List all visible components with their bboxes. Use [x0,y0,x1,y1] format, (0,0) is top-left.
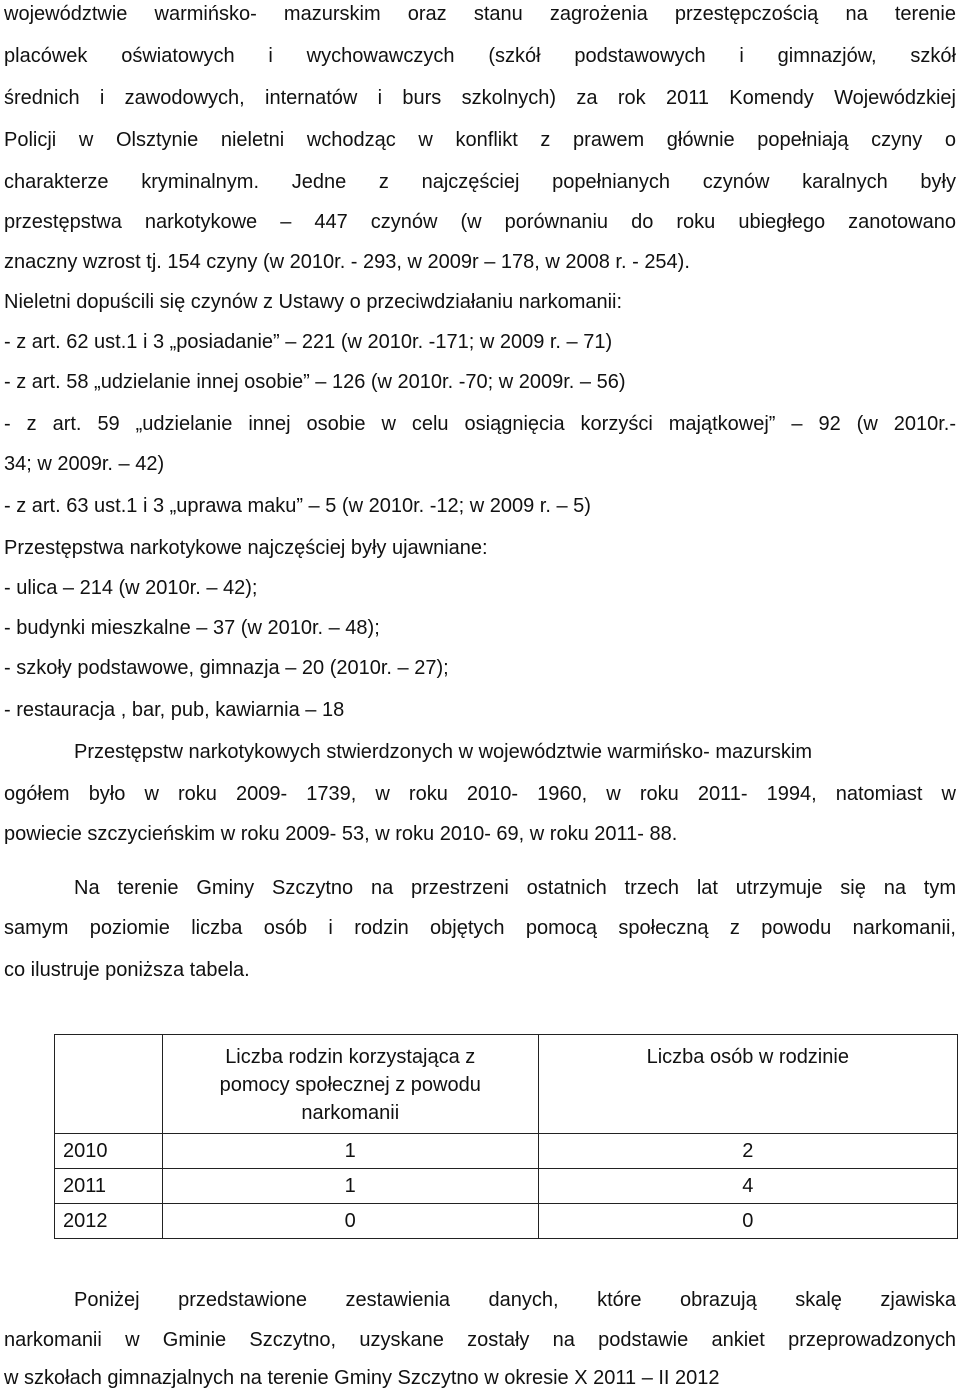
p1-line-4: Policji w Olsztynie nieletni wchodząc w konflikt z prawem głównie popełniają czyny o [4,129,956,151]
table-cell-year: 2010 [55,1134,163,1169]
table-header-year [55,1035,163,1134]
p1-line-5: charakterze kryminalnym. Jedne z najczęściej popełnianych czynów karalnych były [4,171,956,193]
p3-line-1: Na terenie Gminy Szczytno na przestrzeni ostatnich trzech lat utrzymuje się na tym [74,877,956,899]
table-row [55,1169,958,1204]
p1-line-3: średnich i zawodowych, internatów i burs szkolnych) za rok 2011 Komendy Wojewódzkiej [4,87,956,109]
places-item-3: - szkoły podstawowe, gimnazja – 20 (2010r. – 27); [4,657,449,679]
table-header-row [55,1035,958,1134]
places-item-4: - restauracja , bar, pub, kawiarnia – 18 [4,699,345,721]
table-cell-persons: 2 [538,1134,957,1169]
table-cell-year: 2011 [55,1169,163,1204]
p1-line-6: przestępstwa narkotykowe – 447 czynów (w porównaniu do roku ubiegłego zanotowano [4,211,956,233]
p1-line-2: placówek oświatowych i wychowawczych (szkół podstawowych i gimnazjów, szkół [4,45,956,67]
table-row [55,1134,958,1169]
ustawa-item-1: - z art. 62 ust.1 i 3 „posiadanie” – 221 (w 2010r. -171; w 2009 r. – 71) [4,331,613,353]
table-cell-year: 2012 [55,1204,163,1239]
places-intro: Przestępstwa narkotykowe najczęściej były ujawniane: [4,537,488,559]
table-header-persons: Liczba osób w rodzinie [538,1035,957,1134]
ustawa-item-4: - z art. 63 ust.1 i 3 „uprawa maku” – 5 (w 2010r. -12; w 2009 r. – 5) [4,495,591,517]
places-item-2: - budynki mieszkalne – 37 (w 2010r. – 48); [4,617,380,639]
table-row [55,1204,958,1239]
p4-line-1: Poniżej przedstawione zestawienia danych, które obrazują skalę zjawiska [74,1289,956,1311]
p1-line-7: znaczny wzrost tj. 154 czyny (w 2010r. - 293, w 2009r – 178, w 2008 r. - 254). [4,251,690,273]
ustawa-intro: Nieletni dopuścili się czynów z Ustawy o przeciwdziałaniu narkomanii: [4,291,623,313]
p3-line-2: samym poziomie liczba osób i rodzin objętych pomocą społeczną z powodu narkomanii, [4,917,956,939]
table-cell-families: 1 [162,1169,538,1204]
p2-line-1: Przestępstw narkotykowych stwierdzonych w województwie warmińsko- mazurskim [74,741,812,763]
table-cell-families: 1 [162,1134,538,1169]
p4-line-3: w szkołach gimnazjalnych na terenie Gminy Szczytno w okresie X 2011 – II 2012 [4,1367,720,1389]
places-item-1: - ulica – 214 (w 2010r. – 42); [4,577,258,599]
table-cell-persons: 0 [538,1204,957,1239]
table-header-families: Liczba rodzin korzystająca z pomocy społecznej z powodu narkomanii [162,1035,538,1134]
table-cell-families: 0 [162,1204,538,1239]
ustawa-item-2: - z art. 58 „udzielanie innej osobie” – 126 (w 2010r. -70; w 2009r. – 56) [4,371,626,393]
p1-line-1: województwie warmińsko- mazurskim oraz stanu zagrożenia przestępczością na terenie [4,3,956,25]
narkomania-table [54,1034,958,1239]
p4-line-2: narkomanii w Gminie Szczytno, uzyskane zostały na podstawie ankiet przeprowadzonych [4,1329,956,1351]
p2-line-3: powiecie szczycieńskim w roku 2009- 53, w roku 2010- 69, w roku 2011- 88. [4,823,678,845]
table-cell-persons: 4 [538,1169,957,1204]
ustawa-item-3: - z art. 59 „udzielanie innej osobie w celu osiągnięcia korzyści majątkowej” – 92 (w 2010r.- [4,413,956,435]
p3-line-3: co ilustruje poniższa tabela. [4,959,250,981]
p2-line-2: ogółem było w roku 2009- 1739, w roku 2010- 1960, w roku 2011- 1994, natomiast w [4,783,956,805]
ustawa-item-3-cont: 34; w 2009r. – 42) [4,453,165,475]
